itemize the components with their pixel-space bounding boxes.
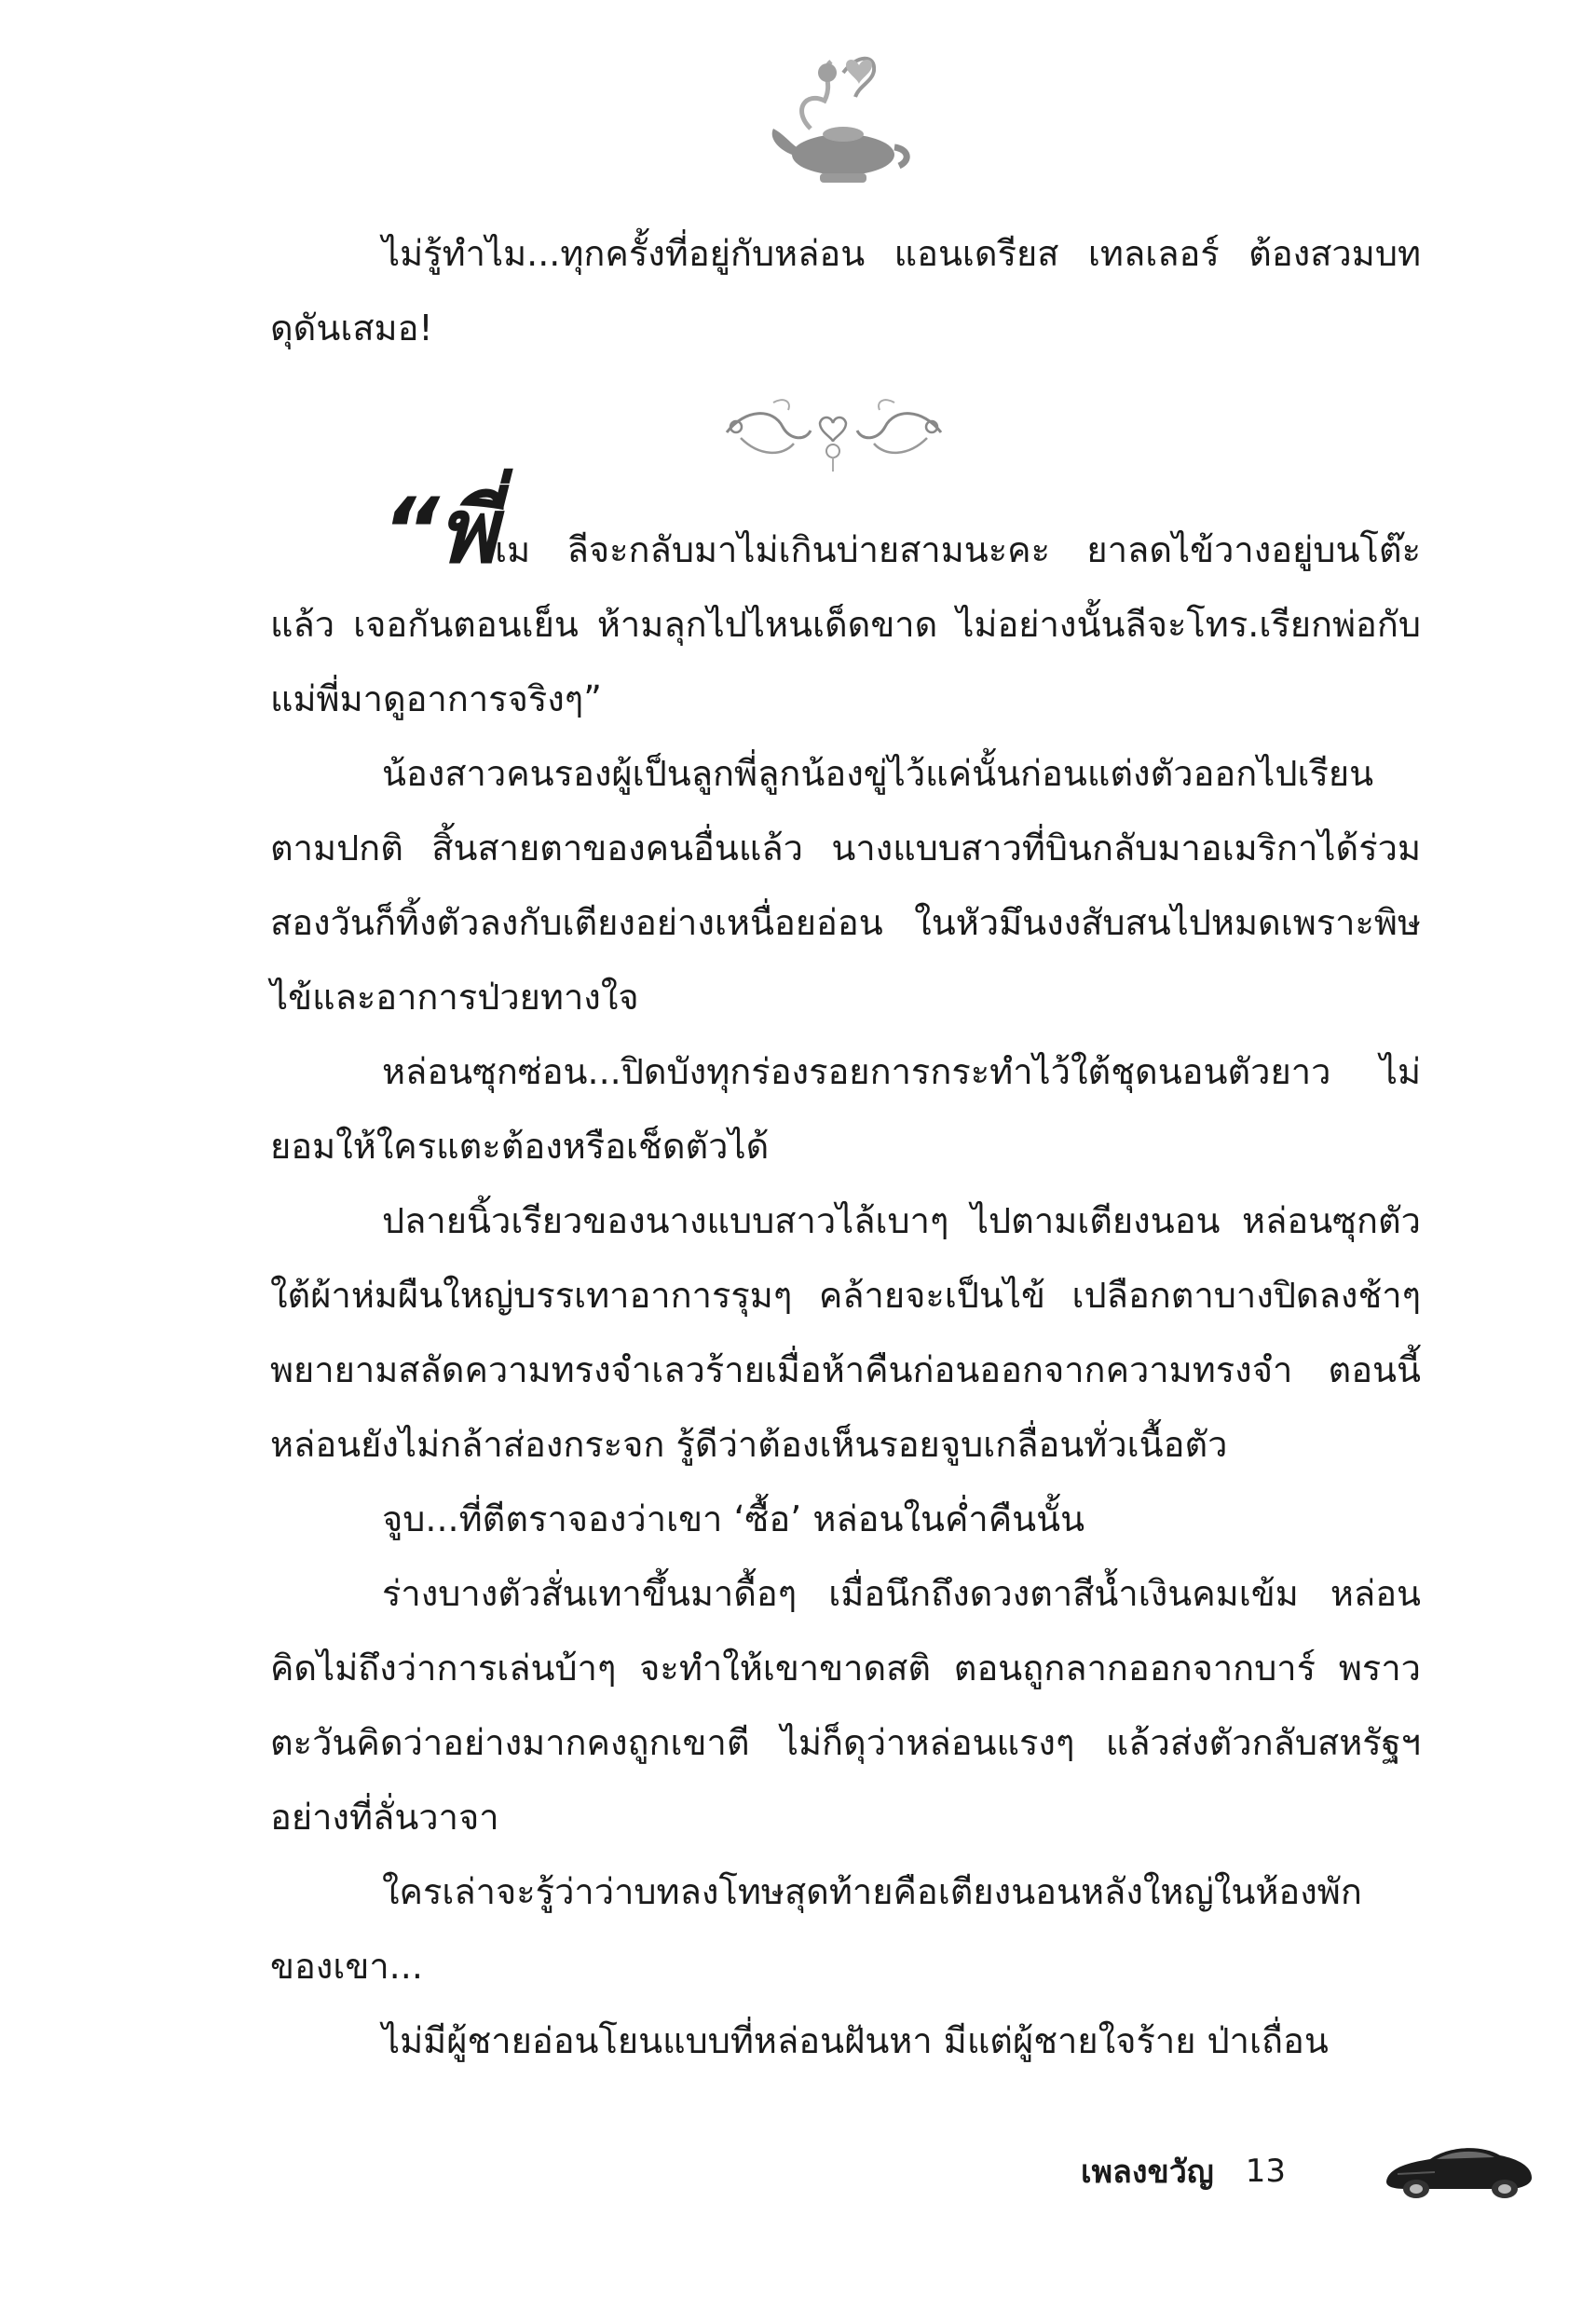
body-paragraph: น้องสาวคนรองผู้เป็นลูกพี่ลูกน้องขู่ไว้แค่นั้นก่อนแต่งตัวออกไปเรียนตามปกติ สิ้นสายตาของคนอื่นแล้ว นางแบบสาวที่บินกลับมาอเมริกาได้ร่วมสองวันก็ทิ้งตัวลงกับเตียงอย่างเหนื่อยอ่อน ในหัวมึนงงสับสนไปหมดเพราะพิษไข้และอาการป่วยทางใจ — [270, 753, 1421, 1018]
sports-car-icon — [1379, 2135, 1537, 2205]
opening-paragraph — [270, 479, 1421, 736]
intro-paragraph: ไม่รู้ทำไม...ทุกครั้งที่อยู่กับหล่อน แอนเดรียส เทลเลอร์ ต้องสวมบทดุดันเสมอ! — [270, 233, 1421, 349]
chapter-body — [270, 479, 1421, 2078]
body-paragraph: ร่างบางตัวสั่นเทาขึ้นมาดื้อๆ เมื่อนึกถึงดวงตาสีน้ำเงินคมเข้ม หล่อนคิดไม่ถึงว่าการเล่นบ้าๆ จะทำให้เขาขาดสติ ตอนถูกลากออกจากบาร์ พราวตะวันคิดว่าอย่างมากคงถูกเขาตี ไม่ก็ดุว่าหล่อนแรงๆ แล้วส่งตัวกลับสหรัฐฯ อย่างที่ลั่นวาจา — [270, 1573, 1421, 1838]
genie-lamp-icon — [755, 45, 913, 189]
page-number: 13 — [1245, 2153, 1287, 2190]
intro-block — [270, 216, 1421, 365]
body-paragraph: หล่อนซุกซ่อน...ปิดบังทุกร่องรอยการกระทำไว้ใต้ชุดนอนตัวยาว ไม่ยอมให้ใครแตะต้องหรือเช็ดตัวได้ — [270, 1051, 1421, 1167]
book-title: เพลงขวัญ — [1081, 2154, 1214, 2191]
body-paragraph: ไม่มีผู้ชายอ่อนโยนแบบที่หล่อนฝันหา มีแต่ผู้ชายใจร้าย ป่าเถื่อน — [382, 2020, 1329, 2061]
body-paragraph: จูบ...ที่ตีตราจองว่าเขา ‘ซื้อ’ หล่อนในค่ำคืนนั้น — [382, 1498, 1085, 1539]
scroll-ornament-icon — [717, 390, 950, 475]
dropcap-word: “พี่ — [382, 479, 496, 583]
page-footer — [1081, 2129, 1528, 2213]
opening-text: เม ลีจะกลับมาไม่เกินบ่ายสามนะคะ ยาลดไข้วางอยู่บนโต๊ะแล้ว เจอกันตอนเย็น ห้ามลุกไปไหนเด็ดขาด ไม่อย่างนั้นลีจะโทร.เรียกพ่อกับแม่พี่มาดูอาการจริงๆ” — [270, 529, 1421, 719]
body-paragraph: ใครเล่าจะรู้ว่าว่าบทลงโทษสุดท้ายคือเตียงนอนหลังใหญ่ในห้องพักของเขา... — [270, 1871, 1362, 1987]
body-paragraph: ปลายนิ้วเรียวของนางแบบสาวไล้เบาๆ ไปตามเตียงนอน หล่อนซุกตัวใต้ผ้าห่มผืนใหญ่บรรเทาอาการรุมๆ คล้ายจะเป็นไข้ เปลือกตาบางปิดลงช้าๆ พยายามสลัดความทรงจำเลวร้ายเมื่อห้าคืนก่อนออกจากความทรงจำ ตอนนี้หล่อนยังไม่กล้าส่องกระจก รู้ดีว่าต้องเห็นรอยจูบเกลื่อนทั่วเนื้อตัว — [270, 1200, 1421, 1465]
